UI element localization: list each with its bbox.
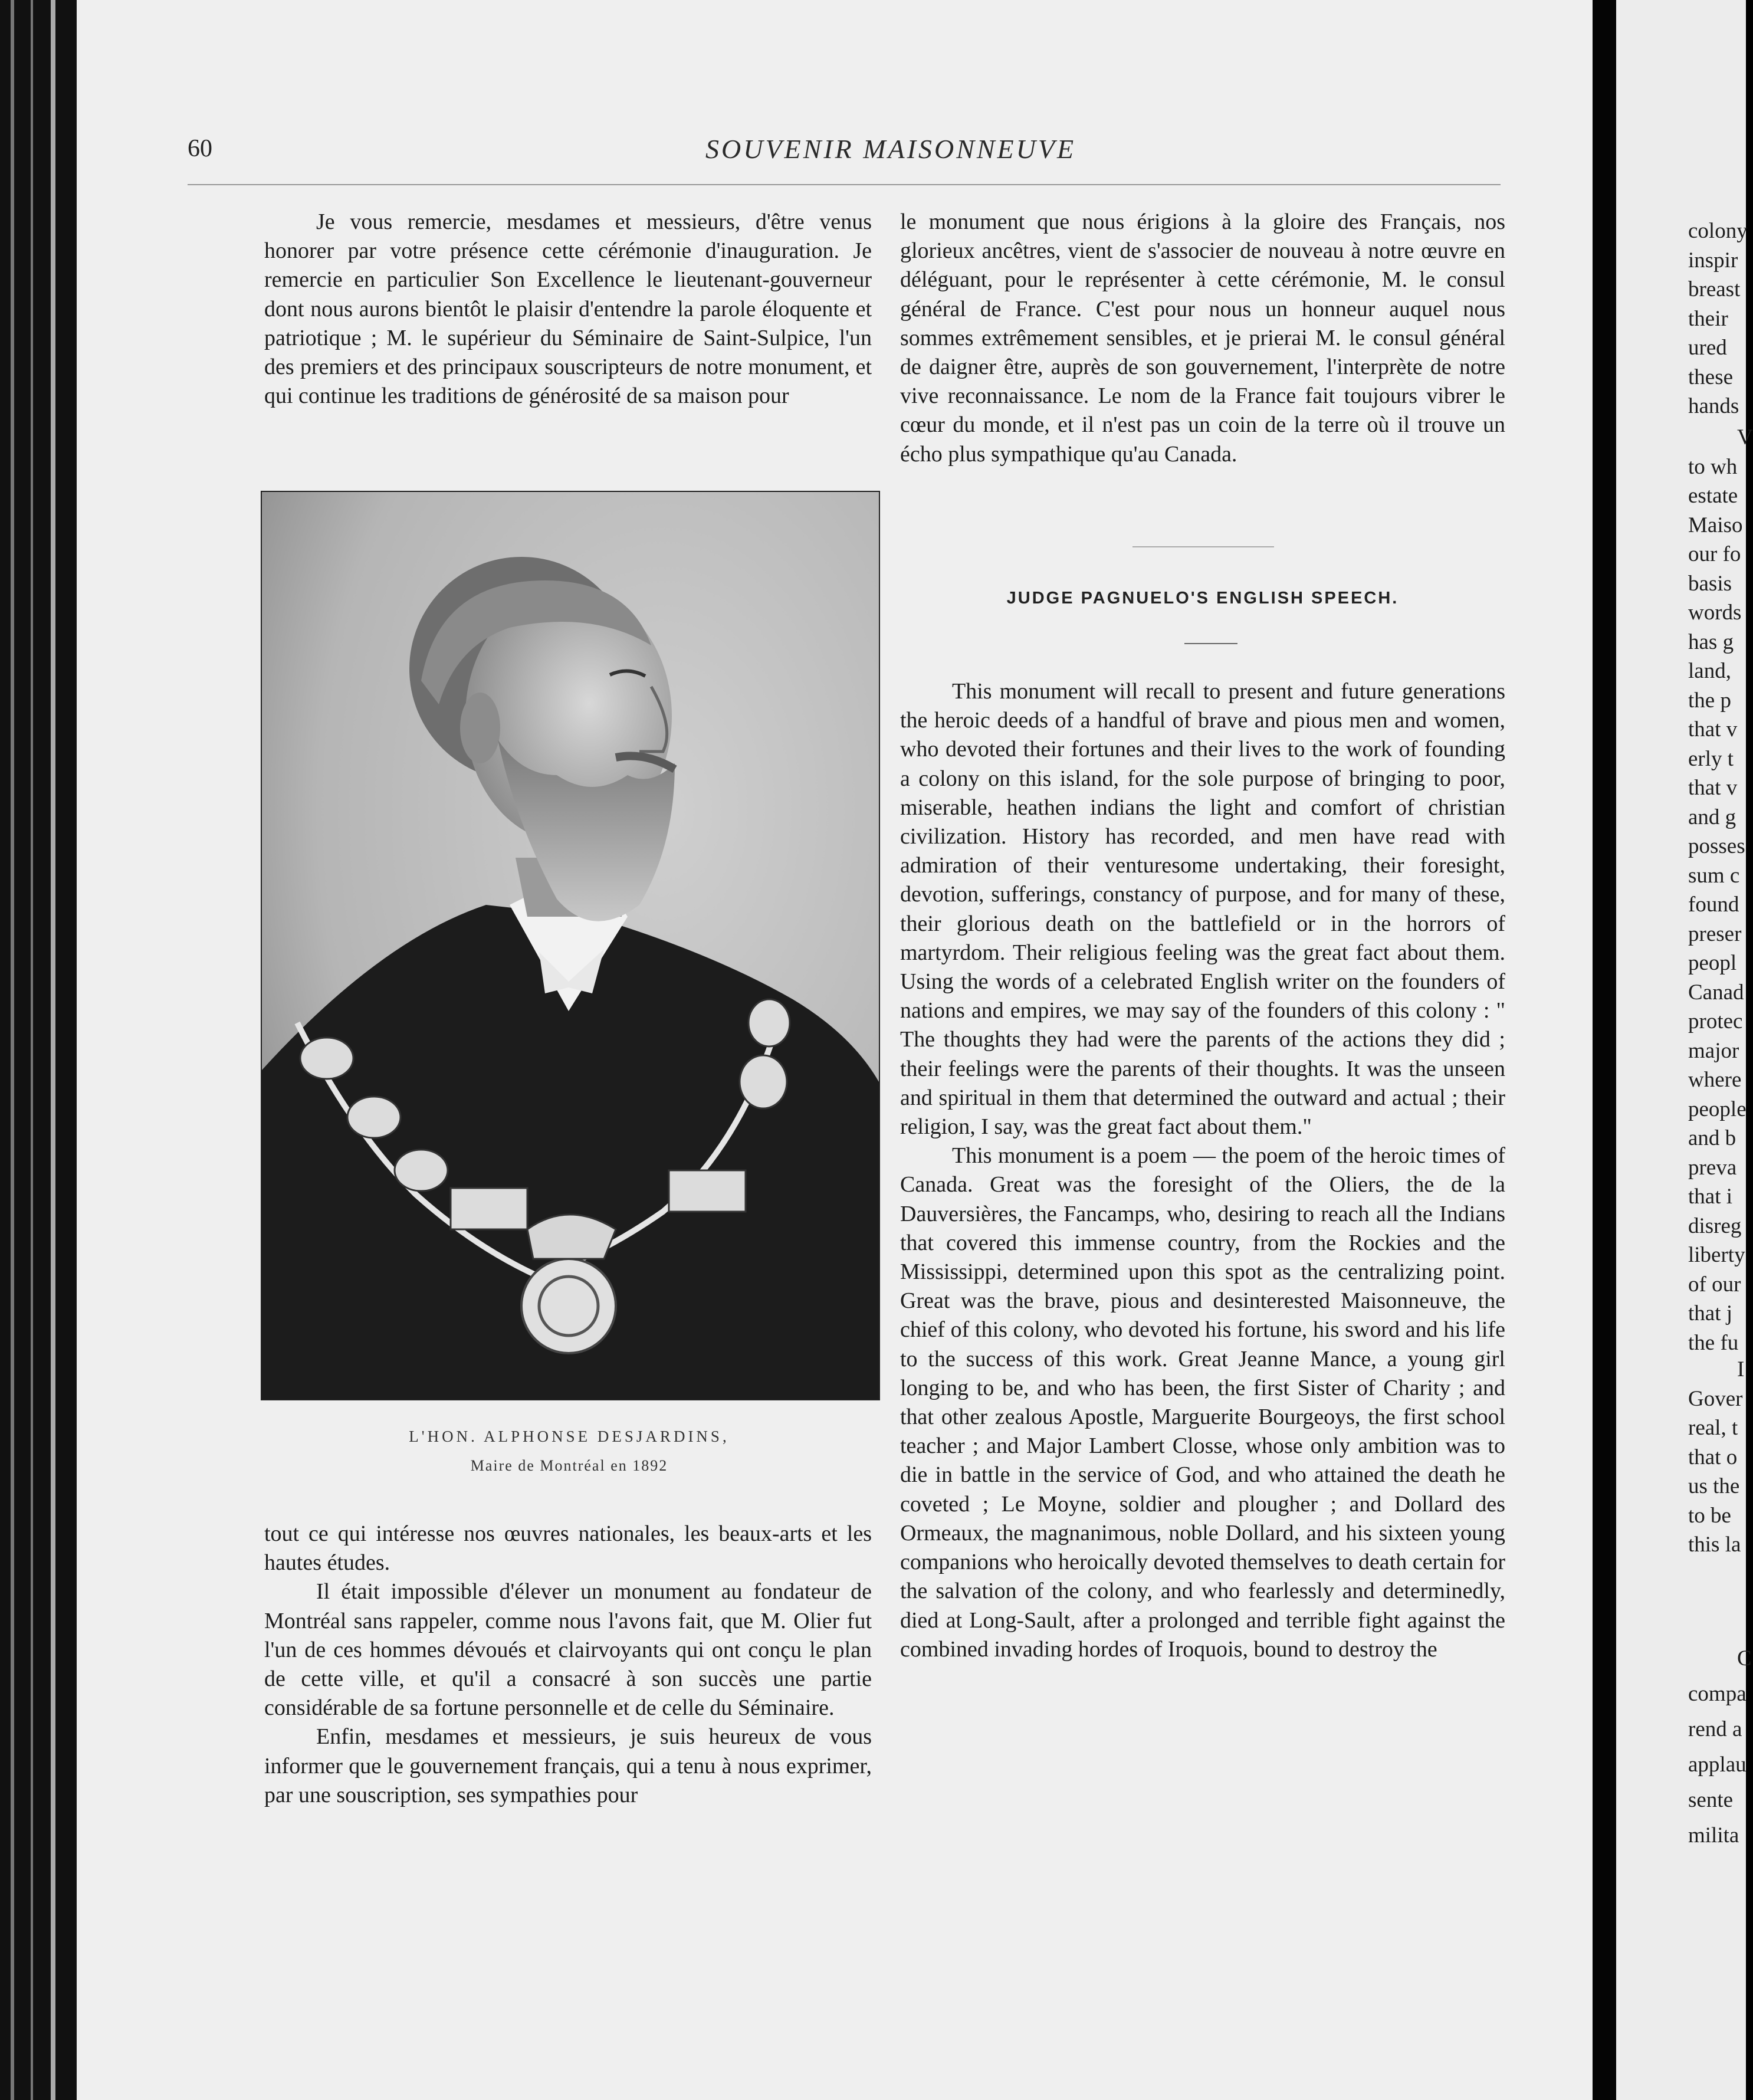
next-page-text-fragment: and b [1688, 1126, 1736, 1150]
running-title: SOUVENIR MAISONNEUVE [705, 134, 1076, 164]
portrait-illustration [262, 492, 879, 1399]
next-page-text-fragment: posses [1688, 834, 1745, 858]
paragraph: Enfin, mesdames et messieurs, je suis heureux de vous informer que le gouvernement français, qui a tenu à nous exprimer, par une souscription, ses sympathies pour [264, 1724, 872, 1807]
right-column-top-text [900, 208, 1505, 469]
next-page-text-fragment: applau [1688, 1753, 1747, 1777]
next-page-text-fragment: us the [1688, 1474, 1740, 1498]
next-page-text-fragment: that i [1688, 1184, 1733, 1209]
paragraph: This monument will recall to present and future generations the heroic deeds of a handful of brave and pious men and women, who devoted their fortunes and their lives to the work of founding a colony on this island, for the sole purpose of bringing to poor, miserable, heathen indians the light and comfort of christian civilization. History has recorded, and men have read with admiration of their venturesome undertaking, their foresight, devotion, sufferings, constancy of purpose, and for many of these, their glorious death on the battlefield or in the horrors of martyrdom. Their religious feeling was the great fact about them. Using the words of a celebrated English writer on the founders of nations and empires, we may say of the founders of this colony : " The thoughts they had were the parents of the actions they did ; their feelings were the parents of their thoughts. It was the unseen and spiritual in them that determined the outward and actual ; their religion, I say, was the great fact about them." [900, 679, 1505, 1140]
next-page-text-fragment: Maiso [1688, 513, 1743, 537]
next-page-text-fragment: that v [1688, 717, 1738, 741]
paragraph: tout ce qui intéresse nos œuvres nationales, les beaux-arts et les hautes études. [264, 1521, 872, 1576]
next-page-text-fragment: milita [1688, 1823, 1739, 1848]
next-page-text-fragment: disreg [1688, 1213, 1742, 1238]
book-binding-edge [0, 0, 77, 2100]
next-page-text-fragment: land, [1688, 659, 1731, 683]
next-page-text-fragment: compa [1688, 1682, 1747, 1706]
next-page-text-fragment: our fo [1688, 542, 1741, 566]
next-page-text-fragment: where [1688, 1068, 1742, 1092]
portrait-photo [261, 491, 880, 1400]
next-page-text-fragment: erly t [1688, 746, 1734, 771]
next-page-text-fragment: people [1688, 1097, 1747, 1121]
page-number: 60 [188, 135, 212, 162]
next-page-text-fragment: colony [1688, 219, 1748, 243]
next-page-text-fragment: this la [1688, 1533, 1741, 1557]
next-page-text-fragment: sente [1688, 1788, 1734, 1812]
next-page-text-fragment: breast [1688, 277, 1741, 301]
page-gutter [1593, 0, 1616, 2100]
next-page-text-fragment: that v [1688, 776, 1738, 800]
next-page-edge [1616, 0, 1753, 2100]
next-page-text-fragment: basis [1688, 571, 1732, 596]
next-page-text-fragment: inspir [1688, 248, 1738, 273]
next-page-text-fragment: Canad [1688, 980, 1744, 1005]
next-page-text-fragment: Gover [1688, 1386, 1743, 1411]
next-page-text-fragment: the fu [1688, 1330, 1739, 1355]
next-page-text-fragment: rend a [1688, 1717, 1742, 1741]
section-divider [1132, 546, 1274, 547]
paragraph: Il était impossible d'élever un monument au fondateur de Montréal sans rappeler, comme nous l'avons fait, que M. Olier fut l'un de ces hommes dévoués et clairvoyants qui ont conçu le plan de cette ville, et qu'il a consacré à son succès une partie considérable de sa fortune personnelle et de celle du Séminaire. [264, 1579, 872, 1721]
next-page-text-fragment: V [1737, 425, 1753, 449]
next-page-text-fragment: these [1688, 365, 1734, 389]
next-page-text-fragment: preser [1688, 921, 1742, 946]
right-column-speech-text [900, 677, 1505, 1664]
paragraph: This monument is a poem — the poem of the heroic times of Canada. Great was the foresight of the Oliers, the de la Dauversières, the Fancamps, who, desiring to reach all the Indians that covered this immense country, from the Rockies and the Mississippi, determined upon this spot as the centralizing point. Great was the brave, pious and desinterested Maisonneuve, the chief of this colony, who devoted his fortune, his sword and his life to the success of this work. Great Jeanne Mance, a young girl longing to be, and who has been, the first Sister of Charity ; and that other zealous Apostle, Marguerite Bourgeoys, the first school teacher ; and Major Lambert Closse, whose only ambition was to die in battle in the service of God, and who attained the death he coveted ; Le Moyne, soldier and plougher ; and Dollard des Ormeaux, the magnanimous, noble Dollard, and his sixteen young companions who heroically devoted themselves to death certain for the salvation of the colony, and who fearlessly and determinedly, died at Long-Sault, after a prolonged and terrible fight against the combined invading hordes of Iroquois, bound to destroy the [900, 1143, 1505, 1662]
next-page-text-fragment: I [1737, 1357, 1745, 1382]
next-page-text-fragment: has g [1688, 629, 1734, 654]
next-page-text-fragment: sum c [1688, 863, 1740, 888]
next-page-text-fragment: the p [1688, 688, 1731, 713]
header-rule [188, 184, 1501, 185]
next-page-text-fragment: of our [1688, 1272, 1741, 1297]
next-page-text-fragment: their [1688, 306, 1728, 331]
left-column-top-text [264, 208, 872, 411]
section-heading: JUDGE PAGNUELO'S ENGLISH SPEECH. [1006, 589, 1399, 608]
next-page-text-fragment: to be [1688, 1503, 1731, 1528]
next-page-text-fragment: liberty [1688, 1243, 1745, 1267]
next-page-text-fragment: to wh [1688, 454, 1738, 479]
next-page-text-fragment: found [1688, 892, 1739, 917]
next-page-text-fragment: estate [1688, 484, 1738, 508]
portrait-caption-name: L'HON. ALPHONSE DESJARDINS, [409, 1428, 730, 1445]
next-page-text-fragment: protec [1688, 1009, 1743, 1033]
next-page-text-fragment: C [1737, 1646, 1752, 1671]
left-column-bottom-text [264, 1520, 872, 1810]
next-page-text-fragment: hands [1688, 394, 1739, 418]
paragraph: Je vous remercie, mesdames et messieurs, d'être venus honorer par votre présence cette cérémonie d'inauguration. Je remercie en particulier Son Excellence le lieutenant-gouverneur dont nous aurons bientôt le plaisir d'entendre la parole éloquente et patriotique ; M. le supérieur du Séminaire de Saint-Sulpice, l'un des premiers et des principaux souscripteurs de notre monument, et qui continue les traditions de générosité de sa maison pour [264, 209, 872, 409]
next-page-text-fragment: real, t [1688, 1416, 1738, 1440]
next-page-text-fragment: that o [1688, 1445, 1738, 1469]
next-page-text-fragment: and g [1688, 805, 1736, 829]
paragraph: le monument que nous érigions à la gloire des Français, nos glorieux ancêtres, vient de s'associer de nouveau à notre œuvre en déléguant, pour le représenter à cette cérémonie, M. le consul général de France. C'est pour nous un honneur auquel nous sommes extrêmement sensibles, et je prierai M. le consul général de daigner être, auprès de son gouvernement, l'interprète de notre vive reconnaissance. Le nom de la France fait toujours vibrer le cœur du monde, et il n'est pas un coin de la terre où il trouve un écho plus sympathique qu'au Canada. [900, 209, 1505, 467]
next-page-text-fragment: ured [1688, 336, 1727, 360]
next-page-text-fragment: preva [1688, 1155, 1737, 1180]
next-page-text-fragment: peopl [1688, 951, 1737, 975]
next-page-text-fragment: that j [1688, 1301, 1733, 1325]
next-page-text-fragment: words [1688, 601, 1742, 625]
portrait-caption-subtitle: Maire de Montréal en 1892 [470, 1457, 668, 1474]
next-page-text-fragment: major [1688, 1038, 1739, 1063]
heading-underline [1184, 643, 1237, 644]
